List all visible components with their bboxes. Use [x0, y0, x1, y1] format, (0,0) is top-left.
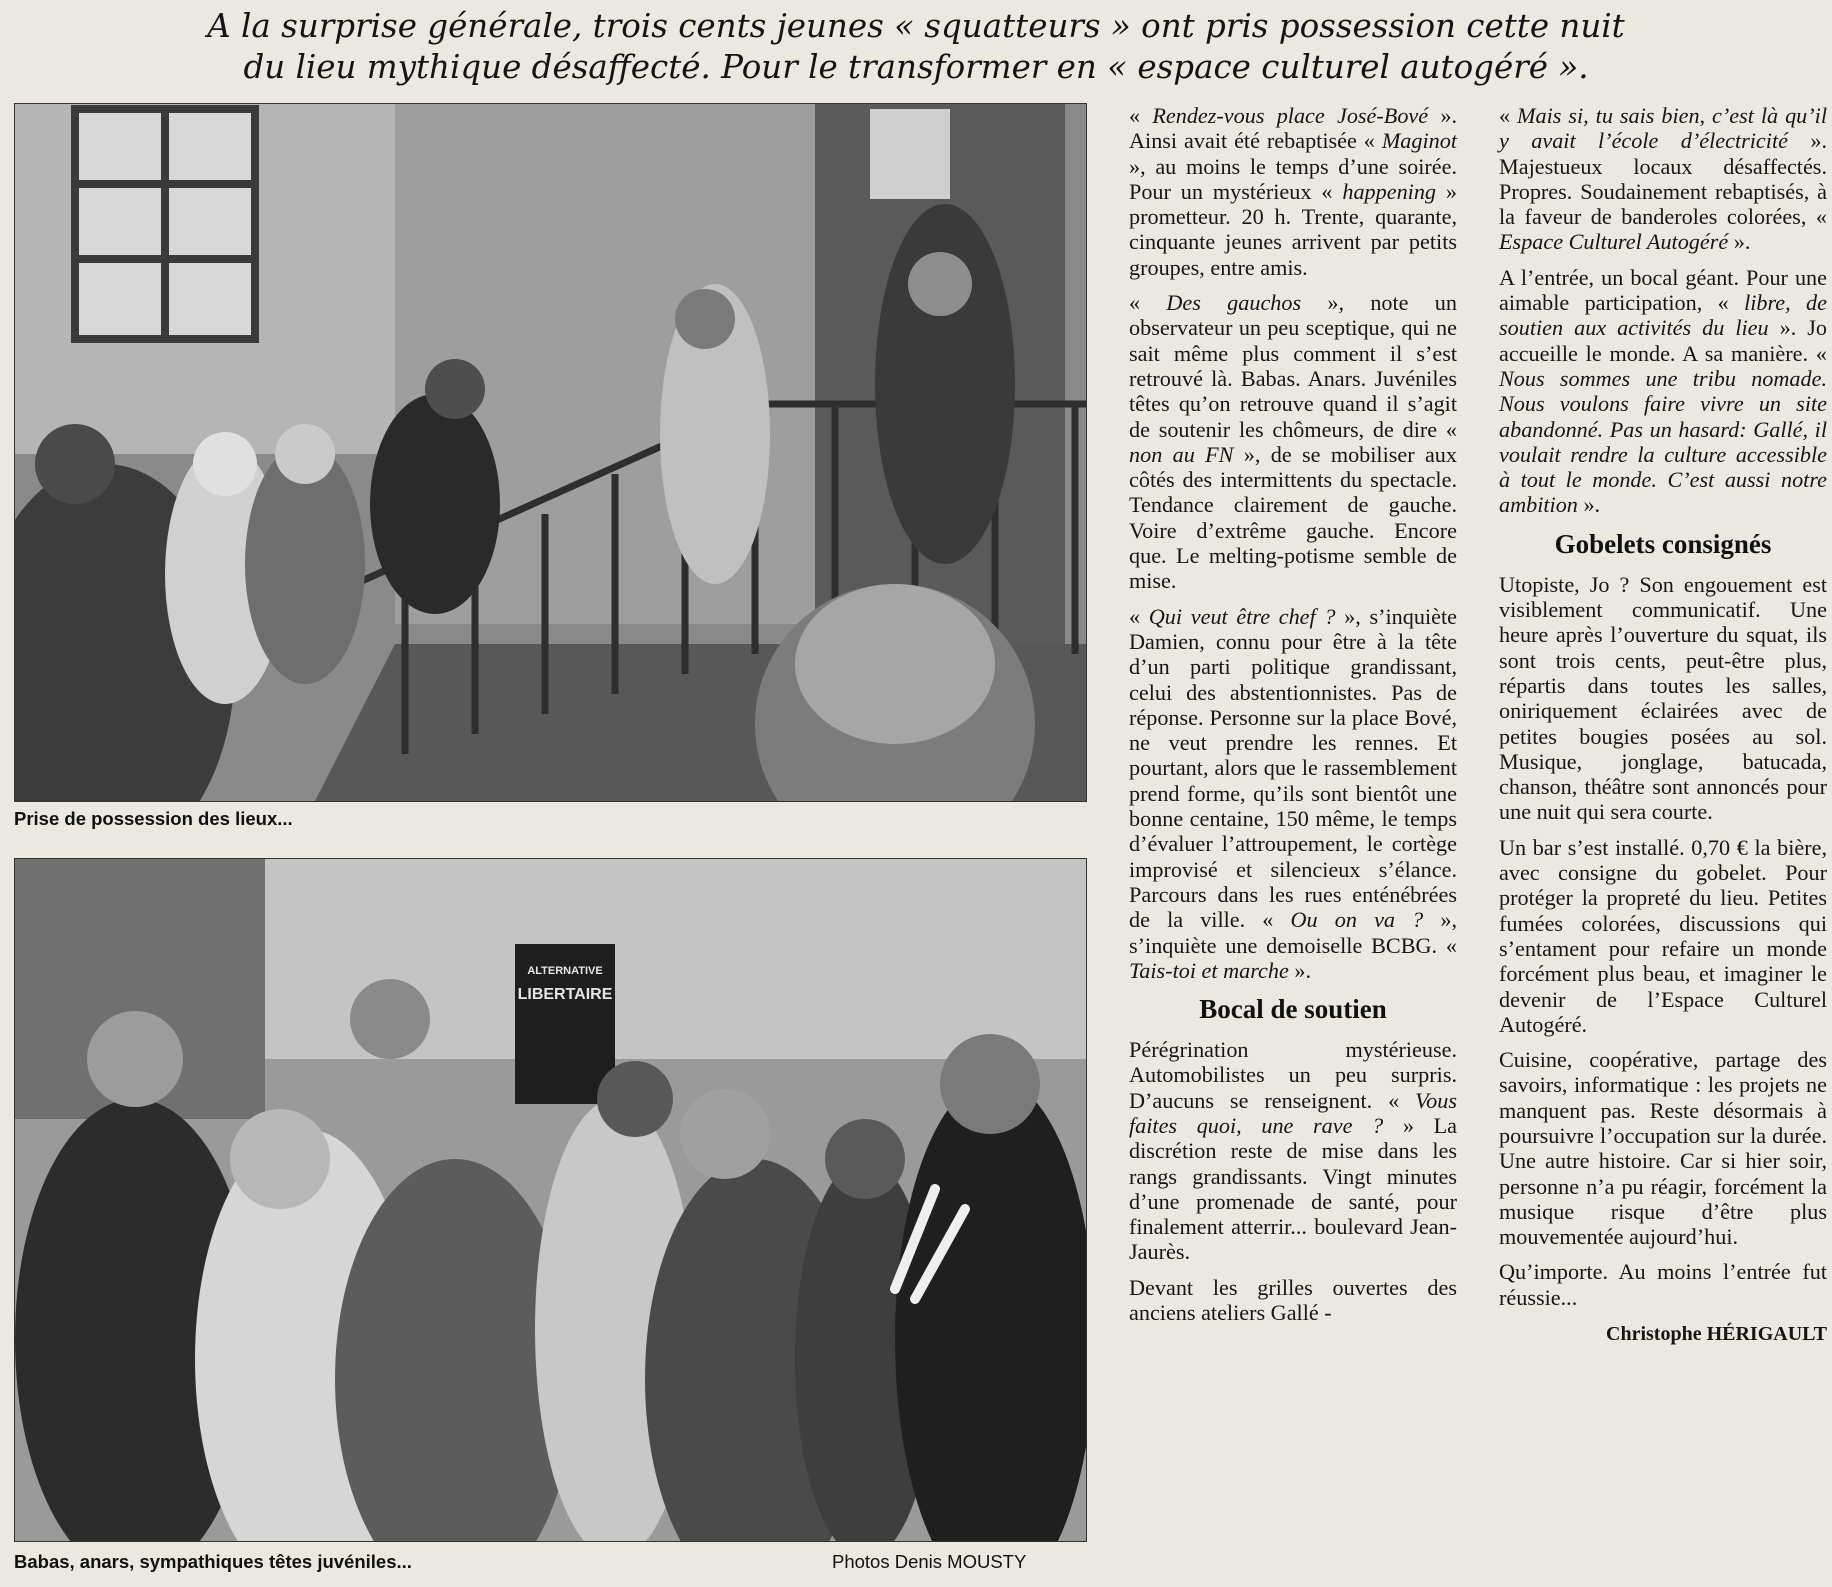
col2-paragraph-5: Cuisine, coopérative, partage des savoirs, informatique : les projets ne manquent pas. Reste désormais à poursuivre l’occupation sur la durée. Une autre histoire. Car si hier soir, personne n’a pu réagir, forcément la musique risque d’être plus mouvementée aujourd’hui. — [1499, 1047, 1827, 1250]
col2-paragraph-4: Un bar s’est installé. 0,70 € la bière, avec consigne du gobelet. Pour protéger la propreté du lieu. Petites fumées colorées, discussions qui s’entament pour refaire un monde forcément plus beau, et imaginer le devenir de l’Espace Culturel Autogéré. — [1499, 834, 1827, 1037]
photo-staircase — [14, 103, 1087, 802]
photo-crowd — [14, 858, 1087, 1542]
photo-credit: Photos Denis MOUSTY — [832, 1551, 1027, 1572]
col1-paragraph-2: « Des gauchos », note un observateur un peu sceptique, qui ne sait même plus comment il s’est retrouvé là. Babas. Anars. Juvéniles têtes qu’on retrouve quand il s’agit de soutenir les chômeurs, de dire « non au FN », de se mobiliser aux côtés des intermittents du spectacle. Tendance clairement de gauche. Voire d’extrême gauche. Encore que. Le melting-potisme semble de mise. — [1129, 290, 1457, 594]
col1-paragraph-4: Pérégrination mystérieuse. Automobilistes un peu surpris. D’aucuns se renseignent. « Vous faites quoi, une rave ? » La discrétion reste de mise dans les rangs grandissants. Vingt minutes d’une promenade de santé, pour finalement atterrir... boulevard Jean-Jaurès. — [1129, 1037, 1457, 1265]
col2-paragraph-3: Utopiste, Jo ? Son engouement est visiblement communicatif. Une heure après l’ouverture du squat, ils sont trois cents, peut-être plus, répartis dans toutes les salles, oniriquement éclairées avec de petites bougies posées au sol. Musique, jonglage, batucada, chanson, théâtre sont annoncés pour une nuit qui sera courte. — [1499, 571, 1827, 825]
col2-paragraph-2: A l’entrée, un bocal géant. Pour une aimable participation, « libre, de soutien aux activités du lieu ». Jo accueille le monde. A sa manière. « Nous sommes une tribu nomade. Nous voulons faire vivre un site abandonné. Pas un hasard: Gallé, il voulait rendre la culture accessible à tout le monde. C’est aussi notre ambition ». — [1499, 264, 1827, 518]
author-signature: Christophe HÉRIGAULT — [1606, 1323, 1827, 1346]
col1-paragraph-3: « Qui veut être chef ? », s’inquiète Damien, connu pour être à la tête d’un parti politique grandissant, celui des abstentionnistes. Pas de réponse. Personne sur la place Bové, ne veut prendre les rennes. Et pourtant, alors que le rassemblement prend forme, qu’ils sont bientôt une bonne centaine, 150 même, le temps d’évaluer l’attroupement, le cortège improvisé et silencieux s’élance. Parcours dans les rues enténébrées de la ville. « Ou on va ? », s’inquiète une demoiselle BCBG. « Tais-toi et marche ». — [1129, 603, 1458, 983]
col2-paragraph-6: Qu’importe. Au moins l’entrée fut réussie... — [1499, 1259, 1827, 1310]
article-column-1 — [1129, 103, 1457, 1335]
col1-paragraph-1: « Rendez-vous place José-Bové ». Ainsi avait été rebaptisée « Maginot », au moins le temps d’une soirée. Pour un mystérieux « happening » prometteur. 20 h. Trente, quarante, cinquante jeunes arrivent par petits groupes, entre amis. — [1129, 103, 1457, 280]
col2-subheading: Gobelets consignés — [1554, 528, 1772, 559]
staircase-photo-image — [15, 104, 1086, 801]
poster-text-2: LIBERTAIRE — [517, 986, 613, 1003]
col1-paragraph-5: Devant les grilles ouvertes des anciens ateliers Gallé - — [1129, 1274, 1457, 1326]
col2-paragraph-1: « Mais si, tu sais bien, c’est là qu’il y avait l’école d’électricité ». Majestueux locaux désaffectés. Propres. Soudainement rebaptisés, à la faveur de banderoles colorées, « Espace Culturel Autogéré ». — [1499, 103, 1827, 255]
intro-line-1: A la surprise générale, trois cents jeunes « squatteurs » ont pris possession cette nuit — [207, 7, 1625, 45]
article-column-2 — [1499, 103, 1827, 1347]
crowd-photo-image — [15, 859, 1086, 1541]
col1-subheading: Bocal de soutien — [1199, 994, 1387, 1025]
top-photo-caption: Prise de possession des lieux... — [14, 808, 293, 829]
article-intro — [0, 0, 1832, 92]
bottom-photo-caption: Babas, anars, sympathiques têtes juvéniles... — [14, 1551, 412, 1572]
poster-text-1: ALTERNATIVE — [527, 965, 603, 977]
intro-line-2: du lieu mythique désaffecté. Pour le transformer en « espace culturel autogéré ». — [243, 48, 1589, 86]
